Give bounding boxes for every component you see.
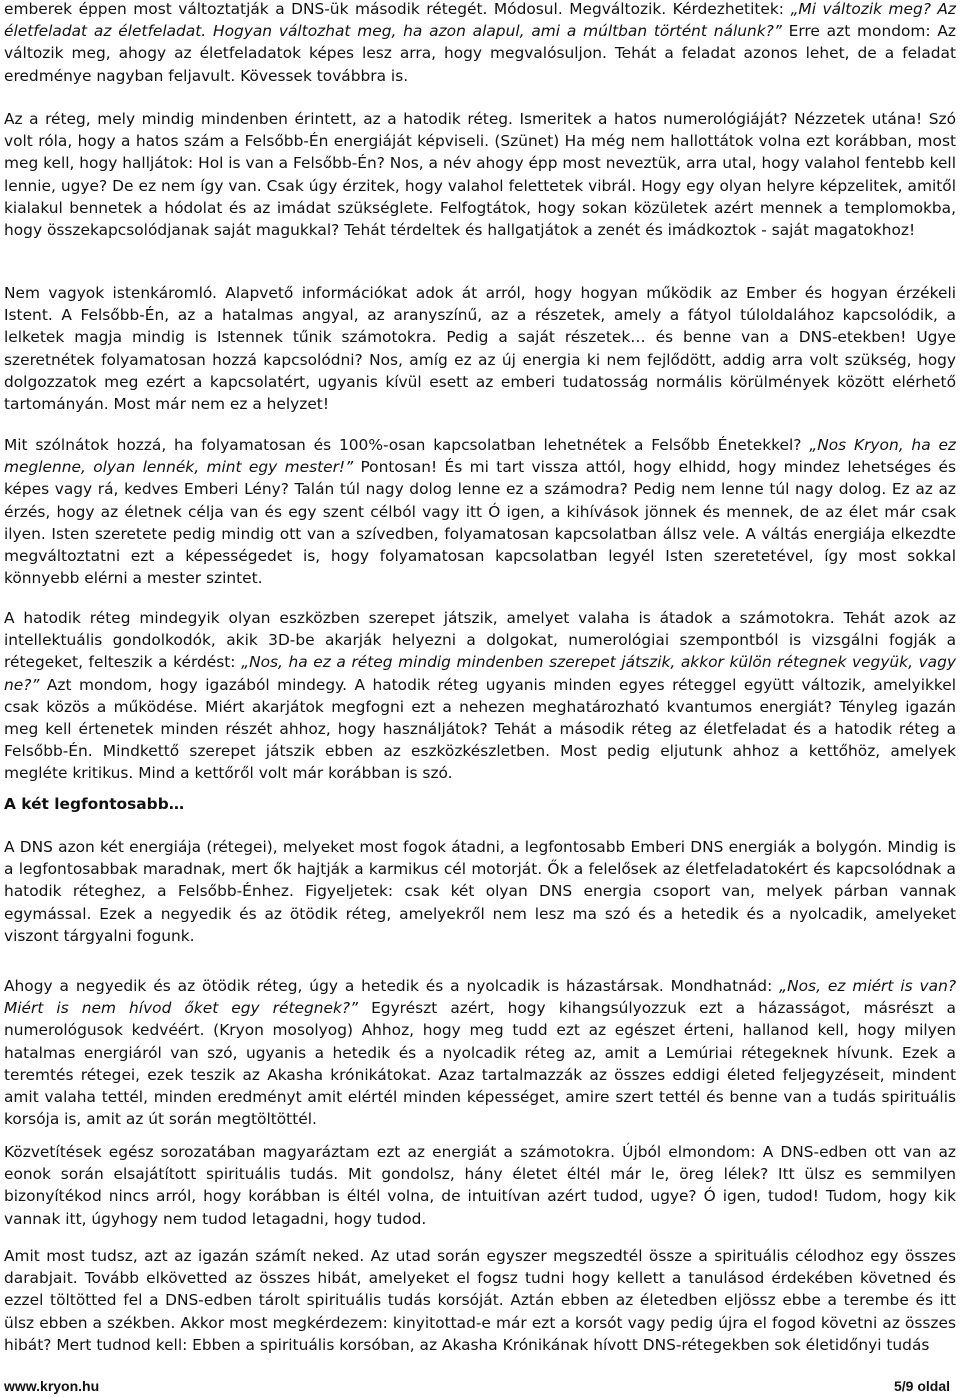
- footer-site-link[interactable]: www.kryon.hu: [4, 1378, 100, 1394]
- paragraph-toolset: A hatodik réteg mindegyik olyan eszközben szerepet játszik, amelyet valaha is átadok a számotokra. Tehát azok az intellektuális gondolkodók, akik 3D-be akarják helyezni a dolgokat, numerológiai szempontból is vizsgálni fogják a rétegeket, felteszik a kérdést: „Nos, ha ez a réteg mindig mindenben szerepet játszik, akkor külön rétegnek vegyük, vagy ne?” Azt mondom, hogy igazából mindegy. A hatodik réteg ugyanis minden egyes réteggel együtt változik, amelyikkel csak közös a működése. Miért akarjátok megfogni ezt a nehezen meghatározható kvantumos energiát? Tényleg igazán meg kell értenetek minden részét ahhoz, hogy használjátok? Tehát a második réteg az életfeladat és a hatodik réteg a Felsőbb-Én. Mindkettő szerepet játszik ebben az eszközkészletben. Most pedig eljutunk ahhoz a kettőhöz, amelyek megléte kritikus. Mind a kettőről volt már korábban is szó.: [4, 609, 956, 783]
- paragraph-higher-self: Nem vagyok istenkáromló. Alapvető információkat adok át arról, hogy hogyan működik az Ember és hogyan érzékeli Istent. A Felsőbb-Én, az a hatalmas angyal, az aranyszínű, az a részetek, amely a fátyol túloldalához kapcsolódik, a lelketek magja mindig is Istennek tűnik számotokra. Pedig a saját részetek… és benne van a DNS-etekben! Ugye szeretnétek folyamatosan hozzá kapcsolódni? Nos, amíg ez az új energia ki nem fejlődött, addig arra volt szükség, hogy dolgozzatok meg ezért a kapcsolatért, ugyanis kívül esett az emberi tudatosság normális körülmények között elérhető tartományán. Most már nem ez a helyzet!: [4, 284, 956, 414]
- italic-question: „Mi változik meg? Az életfeladat az életfeladat. Hogyan változhat meg, ha azon alapul, ami a múltban történt nálunk?”: [4, 0, 956, 41]
- paragraph-dns-second-layer: emberek éppen most változtatják a DNS-ük második rétegét. Módosul. Megváltozik. Kérdezhetitek: „Mi változik meg? Az életfeladat az életfeladat. Hogyan változhat meg, ha azon alapul, ami a múltban történt nálunk?” Erre azt mondom: Az változik meg, ahogy az életfeladatok képes lesz arra, hogy megvalósuljon. Tehát a feladat azonos lehet, de a feladat eredménye nagyban feljavult. Kövessek továbbra is.: [4, 0, 956, 85]
- section-heading: A két legfontosabb…: [4, 795, 185, 813]
- italic-question: „Nos, ez miért is van? Miért is nem hívod őket egy rétegnek?”: [4, 977, 956, 1018]
- paragraph-spiritual-knowledge: Közvetítések egész sorozatában magyaráztam ezt az energiát a számotokra. Újból elmondom: A DNS-edben ott van az eonok során elsajátított spirituális tudás. Mit gondolsz, hány életet éltél már le, öreg lélek? Itt ülsz es semmilyen bizonyítékod nincs arról, hogy korábban is éltél volna, de intuitívan azért tudod, ugye? Ó igen, tudod! Tudom, hogy kik vannak itt, úgyhogy nem tudod letagadni, hogy tudod.: [4, 1143, 956, 1228]
- paragraph-two-energies: A DNS azon két energiája (rétegei), melyeket most fogok átadni, a legfontosabb Emberi DNS energiák a bolygón. Mindig is a legfontosabbak maradnak, mert ők hajtják a karmikus cél motorját. Ők a felelősek az életfeladatokért és kapcsolódnak a hatodik réteghez, a Felsőbb-Énhez. Figyeljetek: csak két olyan DNS energia csoport van, melyek párban vannak egymással. Ezek a negyedik és az ötödik réteg, amelyekről nem lesz ma szó és a hetedik és a nyolcadik, amelyeket viszont tárgyalni fogunk.: [4, 838, 956, 945]
- paragraph-spiritual-jar: Amit most tudsz, azt az igazán számít neked. Az utad során egyszer megszedtél össze a spirituális célodhoz egy összes darabjait. Tovább elkövetted az összes hibát, amelyeket el fogsz tudni hogy kellett a tanulásod érdekében követned és ezzel töltötted fel a DNS-edben tárolt spirituális tudás korsóját. Aztán ebben az életedben eljössz ebbe a terembe és itt ülsz ebben a székben. Akkor most megkérdezem: kinyitottad-e már ezt a korsót vagy pedig újra el fogod követni az összes hibát? Mert tudnod kell: Ebben a spirituális korsóban, az Akasha Krónikának hívott DNS-rétegekben sok életidőnyi tudás: [4, 1247, 956, 1354]
- italic-question: „Nos, ha ez a réteg mindig mindenben szerepet játszik, akkor külön rétegnek vegyük, vagy ne?”: [4, 653, 956, 694]
- italic-quote: „Nos Kryon, ha ez meglenne, olyan lennék, mint egy mester!”: [4, 436, 956, 477]
- page-number: 5/9 oldal: [893, 1378, 950, 1394]
- paragraph-lemurian-layers: Ahogy a negyedik és az ötödik réteg, úgy a hetedik és a nyolcadik is házastársak. Mondhatnád: „Nos, ez miért is van? Miért is nem hívod őket egy rétegnek?” Egyrészt azért, hogy kihangsúlyozzuk ezt a házasságot, másrészt a numerológusok kedvéért. (Kryon mosolyog) Ahhoz, hogy meg tudd ezt az egészet érteni, hallanod kell, hogy milyen hatalmas energiáról van szó, ugyanis a hetedik és a nyolcadik réteg az, amit a Lemúriai rétegeknek hívunk. Ezek a teremtés rétegei, ezek teszik az Akasha krónikátokat. Azaz tartalmazzák az összes eddigi életed feljegyzéseit, mindent amit valaha tettél, minden eredményt amit elértél minden képességet, amire szert tettél és benne van a tudás spirituális korsója is, amit az út során megtöltöttél.: [4, 977, 956, 1129]
- paragraph-sixth-layer: Az a réteg, mely mindig mindenben érintett, az a hatodik réteg. Ismeritek a hatos numerológiáját? Nézzetek utána! Szó volt róla, hogy a hatos szám a Felsőbb-Én energiáját képviseli. (Szünet) Ha még nem hallottátok volna ezt korábban, most meg kell, hogy halljátok: Hol is van a Felsőbb-Én? Nos, a név ahogy épp most neveztük, arra utal, hogy valahol fentebb kell lennie, ugye? De ez nem így van. Csak úgy érzitek, hogy valahol felettetek vibrál. Hogy egy olyan helyre képzelitek, amitől kialakul bennetek a hódolat és az imádat szükséglete. Felfogtátok, hogy sokan közületek azért mennek a templomokba, hogy összekapcsolódjanak saját magukkal? Tehát térdeltek és hallgatjátok a zenét és imádkoztok - saját magatokhoz!: [4, 110, 956, 240]
- paragraph-master-level: Mit szólnátok hozzá, ha folyamatosan és 100%-osan kapcsolatban lehetnétek a Felsőbb Énetekkel? „Nos Kryon, ha ez meglenne, olyan lennék, mint egy mester!” Pontosan! És mi tart vissza attól, hogy elhidd, hogy mindez lehetséges és képes vagy rá, kedves Emberi Lény? Talán túl nagy dolog lenne ez a számodra? Pedig nem lenne túl nagy dolog. Ez az az érzés, hogy az életnek célja van és egy szent célból vagy itt Ó igen, a kihívások jönnek és mennek, de az élet már csak ilyen. Isten szeretete pedig mindig ott van a szívedben, folyamatosan kapcsolatban állsz vele. A váltás energiája elkezdte megváltoztatni ezt a képességedet is, hogy folyamatosan kapcsolatban legyél Isten szeretetével, így most sokkal könnyebb elérni a mester szintet.: [4, 436, 956, 588]
